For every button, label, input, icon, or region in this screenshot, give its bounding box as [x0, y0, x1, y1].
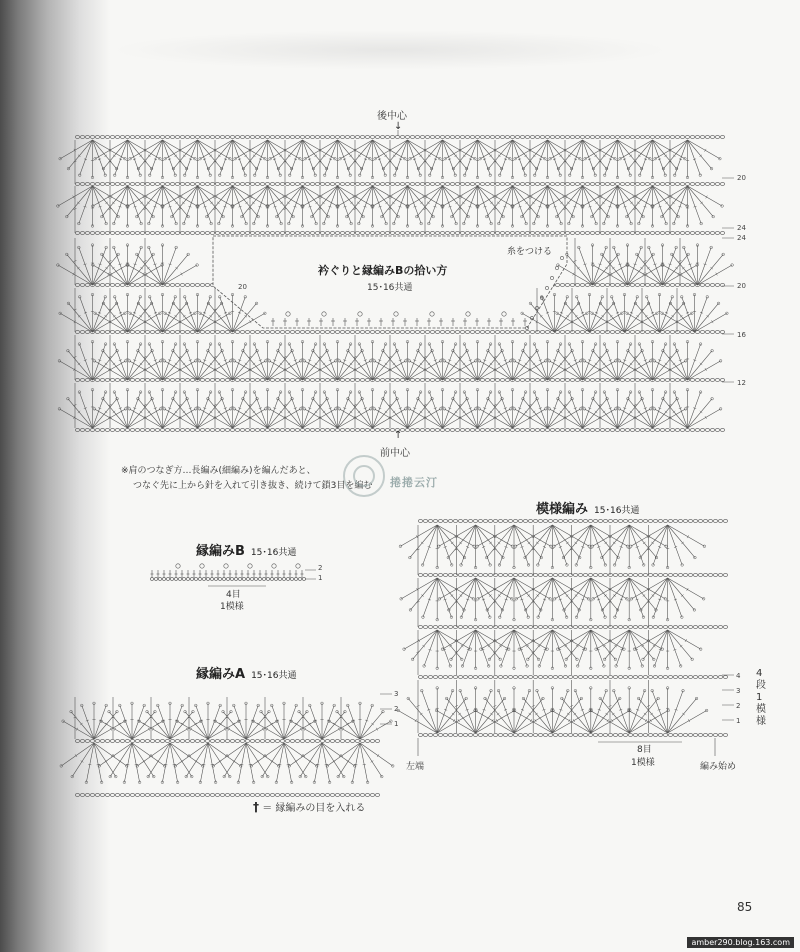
pickup-subtitle: 15･16共通	[367, 283, 413, 293]
edging-a-title	[196, 663, 296, 682]
legend	[253, 799, 365, 814]
attach-yarn-label: 糸をつける	[507, 247, 553, 257]
row-label-24b: 24	[737, 234, 746, 242]
edging-b-row-2: 2	[318, 564, 323, 572]
watermark-text: 捲捲云汀	[390, 476, 438, 489]
front-center-label: 前中心	[380, 448, 410, 459]
note-line-1: ※肩のつなぎ方…長編み(細編み)を編んだあと、	[121, 466, 316, 476]
insert-stitch-symbol-icon: †	[253, 800, 259, 814]
legend-text: ＝ 縁編みの目を入れる	[262, 803, 366, 814]
front-center-arrow: ↑	[394, 430, 403, 441]
row-label-20a: 20	[737, 174, 746, 182]
edging-a-row-3: 3	[394, 690, 399, 698]
back-center-arrow: ↓	[394, 121, 403, 132]
watermark-logo-icon	[340, 452, 388, 500]
page-number: 85	[737, 900, 753, 914]
row-label-24a: 24	[737, 224, 746, 232]
edging-b-chart	[150, 564, 316, 586]
row-label-16: 16	[737, 331, 746, 339]
edging-b-title	[196, 540, 296, 559]
start-label: 編み始め	[700, 762, 737, 772]
edging-a-subtitle: 15･16共通	[251, 671, 297, 681]
left-edge-label: 左端	[406, 762, 425, 772]
edging-b-row-1: 1	[318, 574, 323, 582]
pattern-chart	[397, 520, 734, 756]
edging-b-stitch-count: 4目	[226, 590, 241, 600]
pattern-repeat: 1模様	[631, 758, 655, 768]
row-label-20b: 20	[737, 282, 746, 290]
edging-b-subtitle: 15･16共通	[250, 548, 297, 558]
edging-a-row-2: 2	[394, 705, 399, 713]
inner-row-label: 20	[238, 283, 247, 291]
edging-b-title-text: 縁編みB	[196, 544, 245, 559]
back-center-label: 後中心	[377, 111, 407, 122]
pattern-vrepeat-rows: 4	[756, 668, 763, 679]
note-line-2: つなぐ先に上から針を入れて引き抜き、続けて鎖3目を編む	[133, 481, 373, 491]
pickup-title: 衿ぐりと縁編みBの拾い方	[318, 264, 448, 277]
pattern-row-2: 2	[736, 702, 741, 710]
edging-a-row-1: 1	[394, 720, 399, 728]
edging-a-chart	[60, 694, 394, 796]
blog-url: amber290.blog.163.com	[687, 937, 794, 948]
pattern-subtitle: 15･16共通	[594, 506, 640, 516]
edging-a-title-text: 縁編みA	[196, 667, 246, 682]
pattern-stitch-count: 8目	[637, 745, 652, 755]
pattern-vrepeat-one: 1	[756, 692, 763, 703]
row-label-12: 12	[737, 379, 746, 387]
pattern-vrepeat-label: 模様	[756, 704, 766, 727]
pattern-title	[536, 498, 639, 517]
pattern-row-3: 3	[736, 687, 741, 695]
pattern-row-4: 4	[736, 672, 741, 680]
pattern-vrepeat-dan: 段	[756, 680, 766, 691]
pattern-title-text: 模様編み	[536, 502, 589, 517]
pattern-row-1: 1	[736, 717, 741, 725]
pattern-vertical-repeat	[756, 668, 770, 728]
edging-b-repeat: 1模様	[220, 602, 244, 612]
